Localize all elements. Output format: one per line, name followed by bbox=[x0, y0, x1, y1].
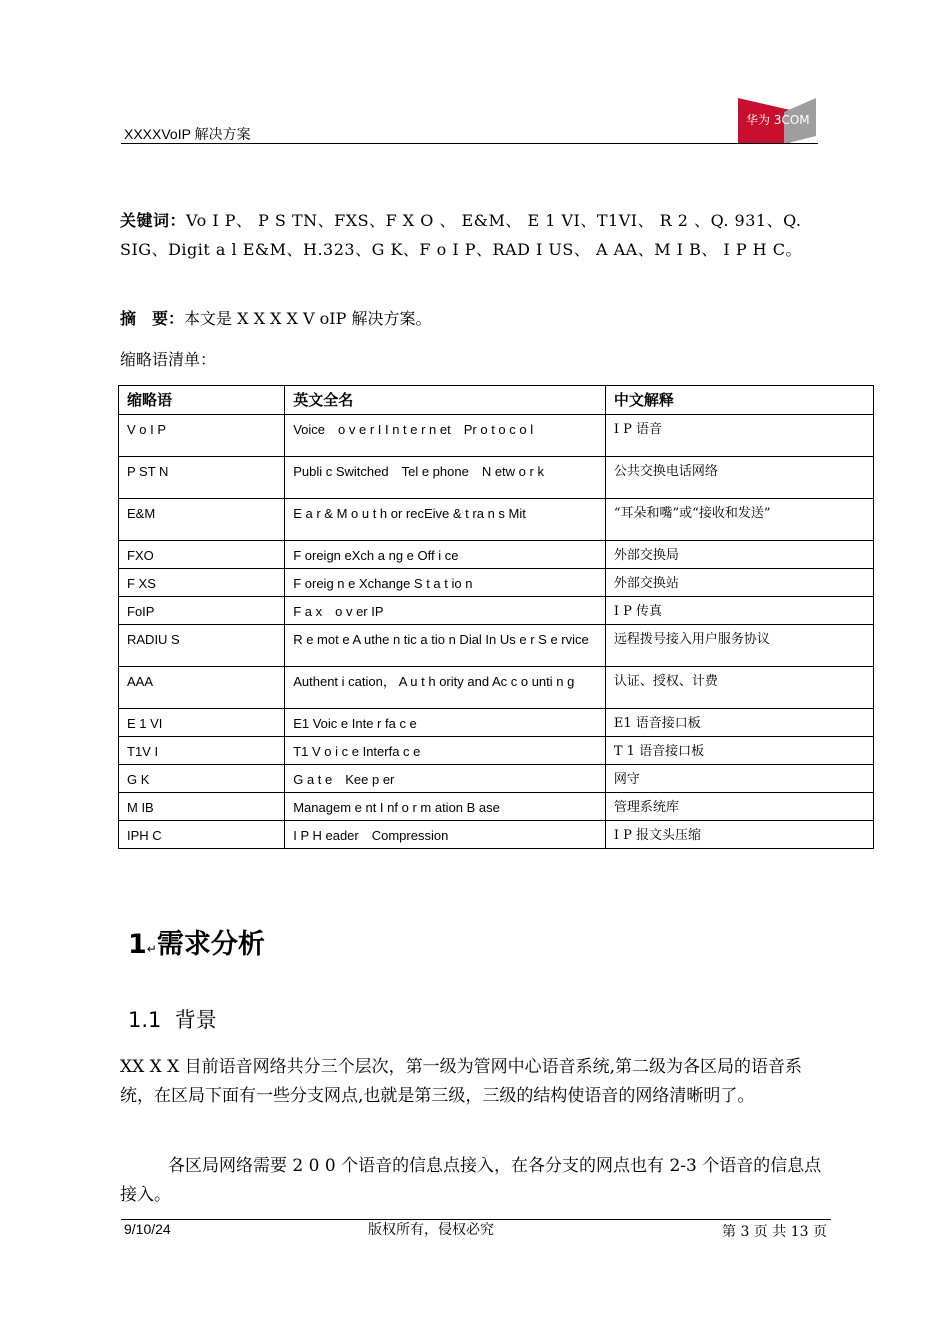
cell-abbr: T1V I bbox=[119, 737, 285, 765]
header-chinese: 中文解释 bbox=[605, 386, 873, 415]
cell-english: Voice o v e r I I n t e r n et Pr o t o c o l bbox=[285, 415, 606, 457]
cell-abbr: E 1 VI bbox=[119, 709, 285, 737]
table-row bbox=[119, 499, 874, 541]
subsection-title: 背景 bbox=[174, 1008, 217, 1032]
cell-english: F oreign eXch a ng e Off i ce bbox=[285, 541, 606, 569]
table-row bbox=[119, 415, 874, 457]
cell-chinese: 外部交换局 bbox=[605, 541, 873, 569]
cell-abbr: M IB bbox=[119, 793, 285, 821]
header-title: XXXXVoIP 解决方案 bbox=[124, 126, 251, 142]
table-row bbox=[119, 541, 874, 569]
cell-abbr: AAA bbox=[119, 667, 285, 709]
cell-abbr: FXO bbox=[119, 541, 285, 569]
table-row bbox=[119, 709, 874, 737]
footer-date: 9/10/24 bbox=[124, 1221, 171, 1237]
cell-chinese: I P 传真 bbox=[605, 597, 873, 625]
cell-chinese: E1 语音接口板 bbox=[605, 709, 873, 737]
cell-chinese: 外部交换站 bbox=[605, 569, 873, 597]
table-row bbox=[119, 569, 874, 597]
table-row bbox=[119, 821, 874, 849]
cell-chinese: 公共交换电话网络 bbox=[605, 457, 873, 499]
cell-abbr: FoIP bbox=[119, 597, 285, 625]
body-paragraph: 各区局网络需要 2 0 0 个语音的信息点接入，在各分支的网点也有 2-3 个语音的信息点接入。 bbox=[120, 1156, 822, 1205]
footer-copyright: 版权所有，侵权必究 bbox=[368, 1222, 494, 1238]
cell-chinese: 认证、授权、计费 bbox=[605, 667, 873, 709]
cell-english: E1 Voic e Inte r fa c e bbox=[285, 709, 606, 737]
cell-english: I P H eader Compression bbox=[285, 821, 606, 849]
section-heading-1-1 bbox=[128, 1004, 217, 1034]
abbreviation-table bbox=[118, 385, 874, 849]
table-row bbox=[119, 737, 874, 765]
table-row bbox=[119, 457, 874, 499]
cell-chinese: I P 报文头压缩 bbox=[605, 821, 873, 849]
section-number: 1 bbox=[128, 929, 147, 960]
cell-chinese: 管理系统库 bbox=[605, 793, 873, 821]
cell-chinese: “耳朵和嘴”或“接收和发送” bbox=[605, 499, 873, 541]
cell-abbr: P ST N bbox=[119, 457, 285, 499]
cell-chinese: T 1 语音接口板 bbox=[605, 737, 873, 765]
cell-chinese: I P 语音 bbox=[605, 415, 873, 457]
keywords-paragraph bbox=[120, 206, 840, 264]
section-heading-1 bbox=[128, 922, 265, 961]
body-paragraph: XX X X 目前语音网络共分三个层次，第一级为管网中心语音系统,第二级为各区局的语音系统，在区局下面有一些分支网点,也就是第三级，三级的结构使语音的网络清晰明了。 bbox=[120, 1057, 803, 1106]
table-row bbox=[119, 597, 874, 625]
section-title: 需求分析 bbox=[156, 929, 265, 960]
cell-english: E a r & M o u t h or recEive & t ra n s Mit bbox=[285, 499, 606, 541]
header-abbr: 缩略语 bbox=[119, 386, 285, 415]
abstract-label: 摘 要： bbox=[120, 309, 185, 328]
cell-english: G a t e Kee p er bbox=[285, 765, 606, 793]
cell-english: Publi c Switched Tel e phone N etw o r k bbox=[285, 457, 606, 499]
cell-english: Managem e nt I nf o r m ation B ase bbox=[285, 793, 606, 821]
header-english: 英文全名 bbox=[285, 386, 606, 415]
cell-abbr: IPH C bbox=[119, 821, 285, 849]
logo-text: 华为 3COM bbox=[746, 113, 810, 127]
cell-english: F a x o v er IP bbox=[285, 597, 606, 625]
cell-abbr: RADIU S bbox=[119, 625, 285, 667]
header-divider bbox=[121, 143, 818, 144]
keywords-text: Vo I P、 P S TN、FXS、F X O 、 E&M、 E 1 VI、T1VI、 R 2 、Q. 931、Q. SIG、Digit a l E&M、H.323、G K、F o I P、RAD I US、 A AA、M I B、 I P H C。 bbox=[120, 211, 802, 259]
cell-english: F oreig n e Xchange S t a t io n bbox=[285, 569, 606, 597]
table-header-row bbox=[119, 386, 874, 415]
cell-abbr: E&M bbox=[119, 499, 285, 541]
keywords-label: 关键词： bbox=[120, 211, 187, 230]
table-row bbox=[119, 625, 874, 667]
cell-abbr: G K bbox=[119, 765, 285, 793]
paragraph-mark-icon: ↵ bbox=[146, 942, 157, 956]
cell-chinese: 远程拨号接入用户服务协议 bbox=[605, 625, 873, 667]
cell-chinese: 网守 bbox=[605, 765, 873, 793]
cell-english: Authent i cation， A u t h ority and Ac c o unti n g bbox=[285, 667, 606, 709]
abbreviation-caption: 缩略语清单： bbox=[120, 350, 217, 369]
table-row bbox=[119, 667, 874, 709]
table-row bbox=[119, 765, 874, 793]
abstract-paragraph bbox=[120, 306, 431, 332]
abstract-text: 本文是 X X X X V oIP 解决方案。 bbox=[184, 309, 432, 328]
cell-abbr: F XS bbox=[119, 569, 285, 597]
cell-english: R e mot e A uthe n tic a tio n Dial In Us e r S e rvice bbox=[285, 625, 606, 667]
cell-abbr: V o I P bbox=[119, 415, 285, 457]
footer-page-number: 第 3 页 共 13 页 bbox=[722, 1224, 827, 1240]
table-row bbox=[119, 793, 874, 821]
cell-english: T1 V o i c e Interfa c e bbox=[285, 737, 606, 765]
subsection-number: 1.1 bbox=[128, 1008, 162, 1032]
